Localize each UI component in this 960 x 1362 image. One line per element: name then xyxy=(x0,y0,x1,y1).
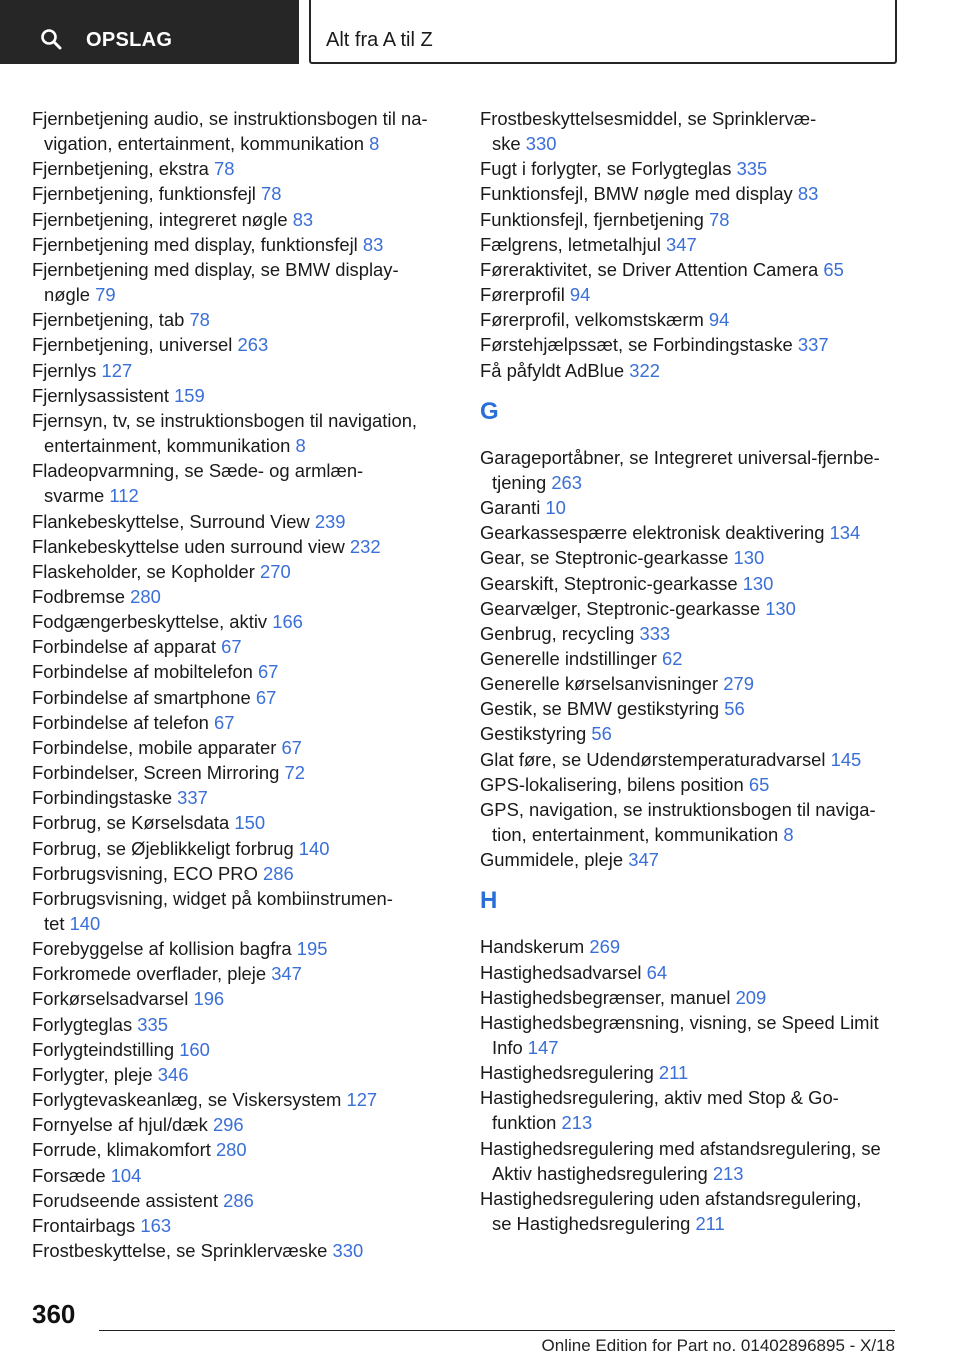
index-entry xyxy=(32,961,452,986)
index-entry xyxy=(32,1062,452,1087)
page-reference-link[interactable]: 130 xyxy=(742,572,774,594)
index-entry xyxy=(32,785,452,810)
index-entry xyxy=(32,659,452,684)
index-entry-text: Forbrugsvisning, ECO PRO xyxy=(32,862,263,884)
page-reference-link[interactable]: 83 xyxy=(362,233,384,255)
index-entry-text: Generelle indstillinger xyxy=(480,647,662,669)
index-entry xyxy=(480,934,920,959)
page-reference-link[interactable]: 78 xyxy=(189,309,210,331)
page-reference-link[interactable]: 347 xyxy=(271,963,302,985)
page-reference-link[interactable]: 147 xyxy=(527,1037,559,1058)
page-reference-link[interactable]: 209 xyxy=(735,986,767,1008)
index-entry xyxy=(480,495,920,520)
index-entry xyxy=(32,257,452,307)
index-entry-text: Forbrugsvisning, widget på kombiinstrumen- xyxy=(32,887,393,909)
index-entry xyxy=(32,408,452,458)
page-reference-link[interactable]: 10 xyxy=(545,497,566,519)
index-column-left xyxy=(32,106,452,1263)
index-entry xyxy=(32,383,452,408)
page-reference-link[interactable]: 127 xyxy=(346,1089,378,1111)
index-letter-heading: G xyxy=(480,397,499,425)
index-entry-text: Garanti xyxy=(480,497,546,519)
index-entry xyxy=(32,735,452,760)
index-entry xyxy=(32,559,452,584)
footer-edition: Online Edition for Part no. 01402896895 - X/18 xyxy=(541,1336,895,1355)
page-reference-link[interactable]: 72 xyxy=(284,762,305,784)
index-entry-text: Fjernbetjening, funktionsfejl xyxy=(32,183,261,205)
index-entry xyxy=(480,207,920,232)
index-entry-text: Gearvælger, Steptronic-gearkasse xyxy=(480,597,766,619)
page-reference-link[interactable]: 8 xyxy=(783,824,794,846)
page-reference-link[interactable]: 322 xyxy=(629,359,660,381)
index-entry-text: Fjernbetjening, ekstra xyxy=(32,158,214,180)
page-reference-link[interactable]: 150 xyxy=(234,812,266,834)
index-entry xyxy=(480,747,920,772)
index-entry-text: Fjernbetjening, integreret nøgle xyxy=(32,208,293,230)
index-entry-text: Frostbeskyttelse, se Sprinklervæske xyxy=(32,1240,333,1262)
index-entry xyxy=(32,685,452,710)
page-reference-link[interactable]: 67 xyxy=(257,661,279,683)
page-reference-link[interactable]: 280 xyxy=(215,1139,247,1161)
index-entry-text: Forbindelse af telefon xyxy=(32,711,214,733)
page-reference-link[interactable]: 296 xyxy=(212,1114,244,1136)
index-entry-text: Forrude, klimakomfort xyxy=(32,1139,216,1161)
page-reference-link[interactable]: 232 xyxy=(349,535,381,557)
index-entry-text: Fjernlysassistent xyxy=(32,384,175,406)
index-entry-text: Fjernbetjening med display, se BMW display- xyxy=(32,258,399,280)
index-entry xyxy=(32,1137,452,1162)
index-entry-text: Forbindelse af apparat xyxy=(32,636,222,658)
page-reference-link[interactable]: 83 xyxy=(797,183,819,205)
index-entry-text: Hastighedsregulering med afstandsregulering, se xyxy=(480,1137,881,1159)
index-entry xyxy=(32,1213,452,1238)
index-entry-text: Forbindelse, mobile apparater xyxy=(32,736,282,758)
page-reference-link[interactable]: 83 xyxy=(292,208,314,230)
index-entry xyxy=(32,1087,452,1112)
index-entry-text: Forbrug, se Øjeblikkeligt forbrug xyxy=(32,837,299,859)
index-entry xyxy=(32,710,452,735)
index-entry-text: svarme xyxy=(44,485,110,507)
page-reference-link[interactable]: 78 xyxy=(709,208,730,230)
index-entry-text: Fodbremse xyxy=(32,585,131,607)
index-entry xyxy=(32,232,452,257)
index-entry-text: Forbindelser, Screen Mirroring xyxy=(32,762,285,784)
page-reference-link[interactable]: 346 xyxy=(157,1063,189,1085)
index-entry-text: Gearskift, Steptronic-gearkasse xyxy=(480,572,743,594)
index-entry-text: Fjernlys xyxy=(32,359,102,381)
index-entry xyxy=(32,584,452,609)
index-entry-text: Funktionsfejl, BMW nøgle med display xyxy=(480,183,798,205)
index-entry-text: Forkørselsadvarsel xyxy=(32,988,194,1010)
index-entry-text: Forbindingstaske xyxy=(32,787,178,809)
index-entry xyxy=(480,960,920,985)
index-entry xyxy=(480,621,920,646)
index-entry-text: Forlygteindstilling xyxy=(32,1038,180,1060)
index-entry xyxy=(480,772,920,797)
index-entry-text: Førerprofil, velkomstskærm xyxy=(480,309,709,331)
index-entry-text: Forbindelse af smartphone xyxy=(32,686,256,708)
index-entry-text: Forbrug, se Kørselsdata xyxy=(32,812,235,834)
page-reference-link[interactable]: 159 xyxy=(174,384,205,406)
index-entry-text: entertainment, kommunikation xyxy=(44,435,296,457)
page-reference-link[interactable]: 94 xyxy=(708,309,730,331)
index-entry xyxy=(32,986,452,1011)
header xyxy=(0,0,960,66)
index-entry-text: tion, entertainment, kommunikation xyxy=(492,824,784,846)
index-entry-text: Forkromede overflader, pleje xyxy=(32,963,272,985)
index-entry xyxy=(32,534,452,559)
page-number: 360 xyxy=(32,1299,76,1329)
index-entry-text: Flaskeholder, se Kopholder xyxy=(32,560,260,582)
page-reference-link[interactable]: 330 xyxy=(525,133,557,155)
index-entry-text: Hastighedsbegrænsning, visning, se Speed Limit xyxy=(480,1011,879,1033)
page-reference-link[interactable]: 335 xyxy=(137,1013,168,1035)
index-entry xyxy=(32,1163,452,1188)
section-title: Alt fra A til Z xyxy=(326,29,433,51)
page-reference-link[interactable]: 134 xyxy=(829,522,861,544)
index-entry xyxy=(32,634,452,659)
index-entry-text: se Hastighedsregulering xyxy=(492,1213,696,1235)
page-reference-link[interactable]: 269 xyxy=(589,936,621,958)
index-entry xyxy=(480,358,920,383)
index-entry xyxy=(32,861,452,886)
index-entry-text: Flankebeskyttelse, Surround View xyxy=(32,510,315,532)
index-entry xyxy=(32,106,452,156)
page-reference-link[interactable]: 65 xyxy=(748,773,770,795)
index-entry-text: Gear, se Steptronic-gearkasse xyxy=(480,547,734,569)
index-entry xyxy=(480,257,920,282)
index-entry xyxy=(32,1112,452,1137)
index-entry xyxy=(480,1010,920,1060)
index-entry xyxy=(480,181,920,206)
index-entry xyxy=(480,646,920,671)
index-entry-text: vigation, entertainment, kommunikation xyxy=(44,133,370,155)
index-entry-text: Forlygter, pleje xyxy=(32,1063,158,1085)
index-entry xyxy=(480,232,920,257)
page-reference-link[interactable]: 65 xyxy=(823,258,844,280)
page-reference-link[interactable]: 56 xyxy=(724,698,745,720)
index-entry xyxy=(480,596,920,621)
index-entry-text: Fjernbetjening audio, se instruktionsbogen til na- xyxy=(32,108,428,129)
index-entry-text: Førstehjælpssæt, se Forbindingstaske xyxy=(480,334,798,356)
index-entry xyxy=(480,156,920,181)
page-reference-link[interactable]: 140 xyxy=(298,837,330,859)
index-entry-text: Fælgrens, letmetalhjul xyxy=(480,233,667,255)
page-reference-link[interactable]: 163 xyxy=(140,1214,172,1236)
index-entry-text: Forlygteglas xyxy=(32,1013,138,1035)
page-reference-link[interactable]: 337 xyxy=(177,787,208,809)
index-column-right xyxy=(480,106,920,1236)
page-reference-link[interactable]: 211 xyxy=(695,1213,725,1235)
page-reference-link[interactable]: 104 xyxy=(110,1164,142,1186)
page-reference-link[interactable]: 140 xyxy=(69,913,101,934)
page-reference-link[interactable]: 56 xyxy=(591,723,612,745)
section-title-tab[interactable] xyxy=(309,0,897,64)
index-entry xyxy=(32,1012,452,1037)
page-reference-link[interactable]: 78 xyxy=(261,183,282,205)
index-entry xyxy=(480,445,920,495)
index-entry xyxy=(32,156,452,181)
page-reference-link[interactable]: 263 xyxy=(237,334,269,356)
index-entry-text: Hastighedsregulering uden afstandsregulering, xyxy=(480,1187,862,1209)
index-entry-text: Forlygtevaskeanlæg, se Viskersystem xyxy=(32,1089,347,1111)
index-entry xyxy=(480,721,920,746)
index-entry-text: Hastighedsbegrænser, manuel xyxy=(480,986,736,1008)
index-entry xyxy=(32,509,452,534)
page-reference-link[interactable]: 8 xyxy=(295,435,306,457)
index-entry xyxy=(32,760,452,785)
index-entry xyxy=(32,1188,452,1213)
index-entry-text: Få påfyldt AdBlue xyxy=(480,359,630,381)
index-entry-text: Frontairbags xyxy=(32,1214,141,1236)
index-entry xyxy=(32,609,452,634)
index-entry-text: Fodgængerbeskyttelse, aktiv xyxy=(32,611,273,633)
index-entry xyxy=(32,207,452,232)
page-reference-link[interactable]: 166 xyxy=(272,611,303,633)
index-entry xyxy=(32,332,452,357)
page-reference-link[interactable]: 127 xyxy=(101,359,133,381)
page-reference-link[interactable]: 286 xyxy=(262,862,294,884)
page-reference-link[interactable]: 67 xyxy=(213,711,235,733)
index-entry xyxy=(480,1060,920,1085)
index-entry xyxy=(32,1037,452,1062)
index-entry xyxy=(480,106,920,156)
page-reference-link[interactable]: 279 xyxy=(723,673,754,695)
index-letter-heading: H xyxy=(480,887,498,915)
page-reference-link[interactable]: 213 xyxy=(712,1162,744,1184)
page-reference-link[interactable]: 347 xyxy=(666,233,697,255)
index-entry-text: Genbrug, recycling xyxy=(480,622,640,644)
page-reference-link[interactable]: 211 xyxy=(658,1062,689,1084)
index-entry-text: Forudseende assistent xyxy=(32,1189,224,1211)
index-entry xyxy=(32,1238,452,1263)
index-entry-text: Info xyxy=(492,1037,528,1058)
index-entry xyxy=(480,847,920,872)
page-reference-link[interactable]: 112 xyxy=(109,485,139,507)
index-entry xyxy=(480,985,920,1010)
index-entry xyxy=(32,936,452,961)
index-entry-text: Generelle kørselsanvisninger xyxy=(480,673,724,695)
index-entry xyxy=(480,282,920,307)
index-entry xyxy=(480,1136,920,1186)
index-entry xyxy=(480,797,920,847)
page-reference-link[interactable]: 195 xyxy=(296,938,328,960)
page-reference-link[interactable]: 94 xyxy=(569,284,591,306)
index-entry-text: Handskerum xyxy=(480,936,590,958)
index-entry-text: Garageportåbner, se Integreret universal-fjernbe- xyxy=(480,446,880,468)
page-reference-link[interactable]: 64 xyxy=(646,961,668,983)
page-reference-link[interactable]: 67 xyxy=(221,636,242,658)
index-entry-text: nøgle xyxy=(44,284,96,306)
index-entry-text: Hastighedsregulering xyxy=(480,1062,659,1084)
index-entry-text: Glat føre, se Udendørstemperaturadvarsel xyxy=(480,748,831,770)
page-reference-link[interactable]: 213 xyxy=(561,1112,593,1134)
index-entry-text: Flankebeskyttelse uden surround view xyxy=(32,535,350,557)
index-entry xyxy=(32,836,452,861)
index-entry-text: Gestikstyring xyxy=(480,723,592,745)
index-entry-text: ske xyxy=(492,133,526,155)
index-entry xyxy=(480,671,920,696)
index-entry xyxy=(480,1186,920,1236)
page-reference-link[interactable]: 67 xyxy=(281,736,302,758)
page-reference-link[interactable]: 335 xyxy=(736,158,768,180)
index-entry xyxy=(480,520,920,545)
index-entry xyxy=(32,307,452,332)
index-entry xyxy=(32,358,452,383)
page-reference-link[interactable]: 286 xyxy=(223,1189,254,1211)
index-entry-text: Aktiv hastighedsregulering xyxy=(492,1162,713,1184)
index-entry-text: Fjernbetjening med display, funktionsfejl xyxy=(32,233,363,255)
page-reference-link[interactable]: 263 xyxy=(551,471,582,493)
page-reference-link[interactable]: 239 xyxy=(314,510,346,532)
page-reference-link[interactable]: 130 xyxy=(733,547,765,569)
index-entry-text: Gummidele, pleje xyxy=(480,849,629,871)
index-entry-text: Forebyggelse af kollision bagfra xyxy=(32,938,297,960)
index-entry-text: Føreraktivitet, se Driver Attention Camera xyxy=(480,258,824,280)
index-entry-text: Forbindelse af mobiltelefon xyxy=(32,661,258,683)
search-tab[interactable] xyxy=(0,0,299,64)
index-entry-text: Gestik, se BMW gestikstyring xyxy=(480,698,725,720)
page-reference-link[interactable]: 333 xyxy=(639,622,671,644)
search-icon xyxy=(40,28,62,50)
index-entry-text: Førerprofil xyxy=(480,284,570,306)
page-reference-link[interactable]: 160 xyxy=(179,1038,210,1060)
index-entry-text: Gearkassespærre elektronisk deaktivering xyxy=(480,522,830,544)
index-entry-text: GPS, navigation, se instruktionsbogen til naviga- xyxy=(480,798,876,820)
index-entry-text: tjening xyxy=(492,471,552,493)
page-reference-link[interactable]: 330 xyxy=(332,1240,364,1262)
index-entry-text: tet xyxy=(44,913,70,934)
page-reference-link[interactable]: 337 xyxy=(797,334,829,356)
page-reference-link[interactable]: 270 xyxy=(259,560,291,582)
index-entry xyxy=(32,886,452,936)
index-entry-text: GPS-lokalisering, bilens position xyxy=(480,773,749,795)
index-entry-text: Fladeopvarmning, se Sæde- og armlæn- xyxy=(32,460,364,482)
index-entry-text: Fjernbetjening, universel xyxy=(32,334,238,356)
index-entry-text: funktion xyxy=(492,1112,562,1134)
search-tab-label: OPSLAG xyxy=(86,29,173,51)
footer-divider xyxy=(99,1330,895,1331)
index-entry-text: Fjernbetjening, tab xyxy=(32,309,190,331)
index-entry xyxy=(32,810,452,835)
index-entry-text: Hastighedsregulering, aktiv med Stop & Go- xyxy=(480,1087,839,1109)
index-entry-text: Fjernsyn, tv, se instruktionsbogen til navigation, xyxy=(32,409,418,431)
page-reference-link[interactable]: 67 xyxy=(255,686,277,708)
index-entry-text: Funktionsfejl, fjernbetjening xyxy=(480,208,709,230)
index-entry xyxy=(480,571,920,596)
index-entry-text: Forsæde xyxy=(32,1164,111,1186)
index-entry xyxy=(480,307,920,332)
index-entry-text: Fugt i forlygter, se Forlygteglas xyxy=(480,158,737,180)
page-reference-link[interactable]: 280 xyxy=(130,585,161,607)
page-reference-link[interactable]: 130 xyxy=(765,597,796,619)
index-entry xyxy=(32,458,452,508)
page-reference-link[interactable]: 145 xyxy=(830,748,862,770)
page-reference-link[interactable]: 347 xyxy=(628,849,659,871)
page-reference-link[interactable]: 62 xyxy=(661,647,683,669)
page-reference-link[interactable]: 79 xyxy=(95,284,116,306)
index-entry xyxy=(480,696,920,721)
index-entry-text: Hastighedsadvarsel xyxy=(480,961,647,983)
page-reference-link[interactable]: 78 xyxy=(213,158,235,180)
index-entry-text: Frostbeskyttelsesmiddel, se Sprinklervæ- xyxy=(480,108,817,129)
index-entry-text: Fornyelse af hjul/dæk xyxy=(32,1114,213,1136)
index-entry xyxy=(480,1085,920,1135)
page-reference-link[interactable]: 8 xyxy=(369,133,380,155)
index-entry xyxy=(32,181,452,206)
index-entry xyxy=(480,332,920,357)
page-reference-link[interactable]: 196 xyxy=(193,988,225,1010)
index-entry xyxy=(480,545,920,570)
